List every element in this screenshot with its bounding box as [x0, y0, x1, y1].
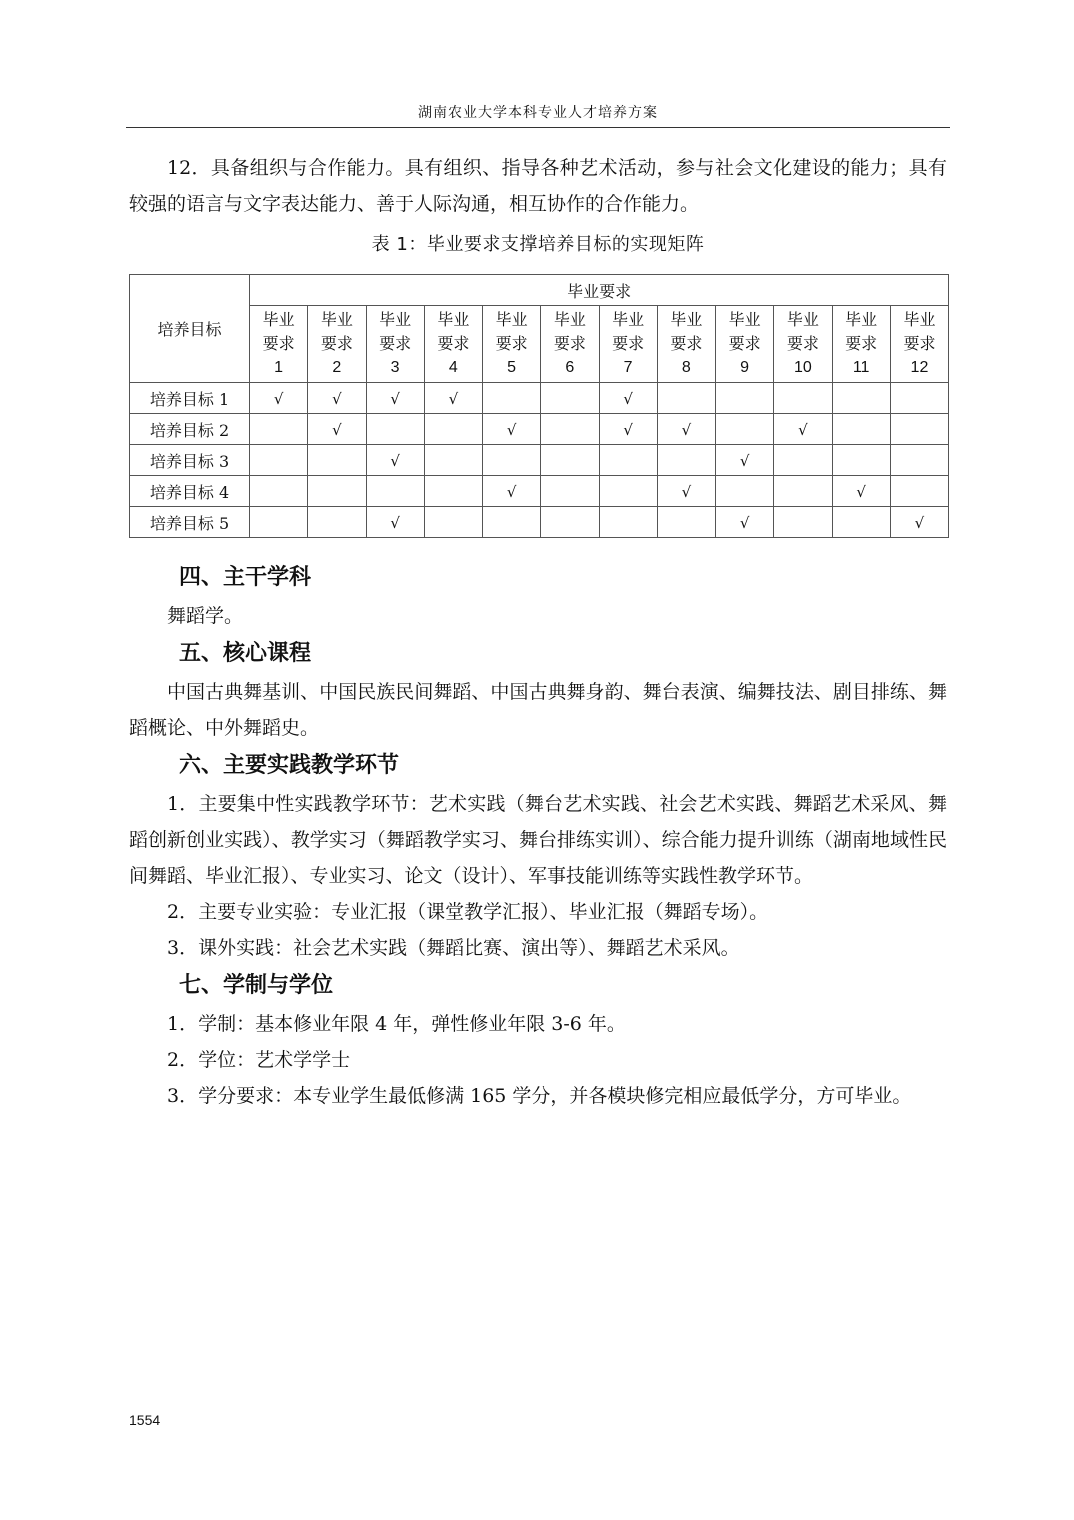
requirement-matrix-table	[129, 274, 949, 538]
section-7-para-3: 3．学分要求：本专业学生最低修满 165 学分，并各模块修完相应最低学分，方可毕业。	[167, 1085, 912, 1107]
objective-label: 培养目标 4	[130, 476, 250, 507]
matrix-cell	[832, 476, 890, 507]
requirement-number: 8	[681, 359, 691, 376]
check-mark-icon: √	[623, 389, 633, 408]
matrix-cell	[424, 445, 482, 476]
matrix-cell	[308, 476, 366, 507]
section-6-para-1: 1．主要集中性实践教学环节：艺术实践（舞台艺术实践、社会艺术实践、舞蹈艺术采风、舞蹈创新创业实践）、教学实习（舞蹈教学实习、舞台排练实训）、综合能力提升训练（湖南地域性民间舞蹈、毕业汇报）、专业实习、论文（设计）、军事技能训练等实践性教学环节。	[129, 793, 947, 887]
requirement-column-header: 毕业 要求 2	[308, 306, 366, 383]
matrix-cell	[541, 445, 599, 476]
table-row	[130, 383, 949, 414]
requirement-column-header: 毕业 要求 6	[541, 306, 599, 383]
requirement-column-header: 毕业 要求 10	[774, 306, 832, 383]
section-title-6: 六、主要实践教学环节	[179, 753, 400, 778]
matrix-cell	[716, 476, 774, 507]
section-title-7: 七、学制与学位	[179, 973, 334, 998]
matrix-cell	[366, 445, 424, 476]
matrix-cell	[250, 476, 308, 507]
matrix-cell	[599, 445, 657, 476]
matrix-cell	[483, 476, 541, 507]
matrix-cell	[366, 507, 424, 538]
table-header-row-2	[130, 306, 949, 383]
matrix-cell	[890, 414, 948, 445]
matrix-cell	[541, 476, 599, 507]
matrix-cell	[832, 414, 890, 445]
matrix-cell	[657, 507, 715, 538]
section-6-para-2: 2．主要专业实验：专业汇报（课堂教学汇报）、毕业汇报（舞蹈专场）。	[167, 901, 769, 923]
section-title-4: 四、主干学科	[179, 565, 312, 590]
matrix-cell	[541, 507, 599, 538]
requirement-number: 6	[565, 359, 575, 376]
requirement-number: 10	[793, 359, 812, 376]
requirement-number: 1	[274, 359, 284, 376]
matrix-cell	[890, 445, 948, 476]
matrix-cell	[483, 507, 541, 538]
check-mark-icon: √	[390, 451, 400, 470]
matrix-cell	[716, 507, 774, 538]
matrix-cell	[832, 383, 890, 414]
matrix-cell	[424, 476, 482, 507]
matrix-cell	[890, 383, 948, 414]
objective-label: 培养目标 5	[130, 507, 250, 538]
matrix-cell	[716, 414, 774, 445]
check-mark-icon: √	[332, 389, 342, 408]
requirements-group-header: 毕业要求	[250, 275, 949, 306]
matrix-cell	[599, 476, 657, 507]
check-mark-icon: √	[856, 482, 866, 501]
matrix-cell	[250, 507, 308, 538]
matrix-cell	[366, 476, 424, 507]
matrix-cell	[890, 507, 948, 538]
objective-label: 培养目标 1	[130, 383, 250, 414]
matrix-cell	[308, 383, 366, 414]
matrix-cell	[424, 383, 482, 414]
section-7-para-1: 1．学制：基本修业年限 4 年，弹性修业年限 3-6 年。	[167, 1013, 626, 1035]
table-header-row-1	[130, 275, 949, 306]
matrix-cell	[541, 383, 599, 414]
table-row	[130, 476, 949, 507]
matrix-cell	[657, 383, 715, 414]
matrix-cell	[308, 507, 366, 538]
check-mark-icon: √	[739, 513, 750, 532]
matrix-cell	[366, 383, 424, 414]
matrix-cell	[308, 445, 366, 476]
requirement-column-header: 毕业 要求 1	[250, 306, 308, 383]
matrix-cell	[599, 383, 657, 414]
matrix-cell	[774, 383, 832, 414]
requirement-number: 4	[448, 359, 458, 376]
page-header: 湖南农业大学本科专业人才培养方案	[126, 102, 950, 128]
section-6-para-3: 3．课外实践：社会艺术实践（舞蹈比赛、演出等）、舞蹈艺术采风。	[167, 937, 740, 959]
matrix-cell	[308, 414, 366, 445]
matrix-cell	[774, 507, 832, 538]
table-caption: 表 1：毕业要求支撑培养目标的实现矩阵	[371, 234, 705, 255]
matrix-cell	[424, 414, 482, 445]
check-mark-icon: √	[273, 389, 284, 408]
section-4-body: 舞蹈学。	[167, 605, 244, 627]
requirement-column-header: 毕业 要求 7	[599, 306, 657, 383]
check-mark-icon: √	[739, 451, 750, 470]
table-row	[130, 507, 949, 538]
matrix-cell	[541, 414, 599, 445]
document-body	[129, 150, 947, 1114]
requirement-column-header: 毕业 要求 4	[424, 306, 482, 383]
matrix-cell	[774, 445, 832, 476]
section-title-5: 五、核心课程	[179, 641, 312, 666]
matrix-cell	[890, 476, 948, 507]
matrix-cell	[366, 414, 424, 445]
requirement-column-header: 毕业 要求 5	[483, 306, 541, 383]
requirement-column-header: 毕业 要求 9	[716, 306, 774, 383]
matrix-cell	[832, 507, 890, 538]
page-number: 1554	[129, 1412, 161, 1428]
requirement-number: 12	[910, 359, 929, 376]
matrix-cell	[657, 414, 715, 445]
matrix-cell	[250, 445, 308, 476]
requirement-number: 11	[852, 359, 870, 376]
matrix-cell	[424, 507, 482, 538]
matrix-cell	[716, 445, 774, 476]
check-mark-icon: √	[506, 420, 517, 439]
check-mark-icon: √	[914, 513, 925, 532]
requirement-column-header: 毕业 要求 12	[890, 306, 948, 383]
objective-label: 培养目标 3	[130, 445, 250, 476]
section-5-body: 中国古典舞基训、中国民族民间舞蹈、中国古典舞身韵、舞台表演、编舞技法、剧目排练、舞蹈概论、中外舞蹈史。	[129, 681, 947, 739]
matrix-cell	[250, 383, 308, 414]
table-row	[130, 445, 949, 476]
corner-header: 培养目标	[130, 275, 250, 383]
check-mark-icon: √	[448, 389, 459, 408]
table-row	[130, 414, 949, 445]
matrix-cell	[250, 414, 308, 445]
check-mark-icon: √	[681, 482, 692, 501]
requirement-column-header: 毕业 要求 3	[366, 306, 424, 383]
requirement-column-header: 毕业 要求 8	[657, 306, 715, 383]
check-mark-icon: √	[623, 420, 633, 439]
matrix-cell	[657, 476, 715, 507]
matrix-cell	[483, 383, 541, 414]
check-mark-icon: √	[506, 482, 517, 501]
matrix-cell	[599, 507, 657, 538]
check-mark-icon: √	[390, 389, 400, 408]
requirement-number: 5	[507, 359, 517, 376]
matrix-cell	[483, 445, 541, 476]
matrix-cell	[774, 414, 832, 445]
objective-label: 培养目标 2	[130, 414, 250, 445]
section-7-para-2: 2．学位：艺术学学士	[167, 1049, 351, 1071]
requirement-number: 7	[623, 359, 633, 376]
matrix-cell	[599, 414, 657, 445]
requirement-number: 3	[390, 359, 400, 376]
check-mark-icon: √	[332, 420, 342, 439]
requirement-column-header: 毕业 要求 11	[832, 306, 890, 383]
requirement-number: 9	[740, 359, 750, 376]
matrix-cell	[716, 383, 774, 414]
check-mark-icon: √	[798, 420, 808, 439]
matrix-cell	[483, 414, 541, 445]
requirement-number: 2	[332, 359, 342, 376]
intro-paragraph: 12．具备组织与合作能力。具有组织、指导各种艺术活动，参与社会文化建设的能力；具有较强的语言与文字表达能力、善于人际沟通，相互协作的合作能力。	[129, 157, 947, 215]
matrix-cell	[657, 445, 715, 476]
matrix-cell	[774, 476, 832, 507]
check-mark-icon: √	[390, 513, 400, 532]
matrix-cell	[832, 445, 890, 476]
check-mark-icon: √	[681, 420, 692, 439]
